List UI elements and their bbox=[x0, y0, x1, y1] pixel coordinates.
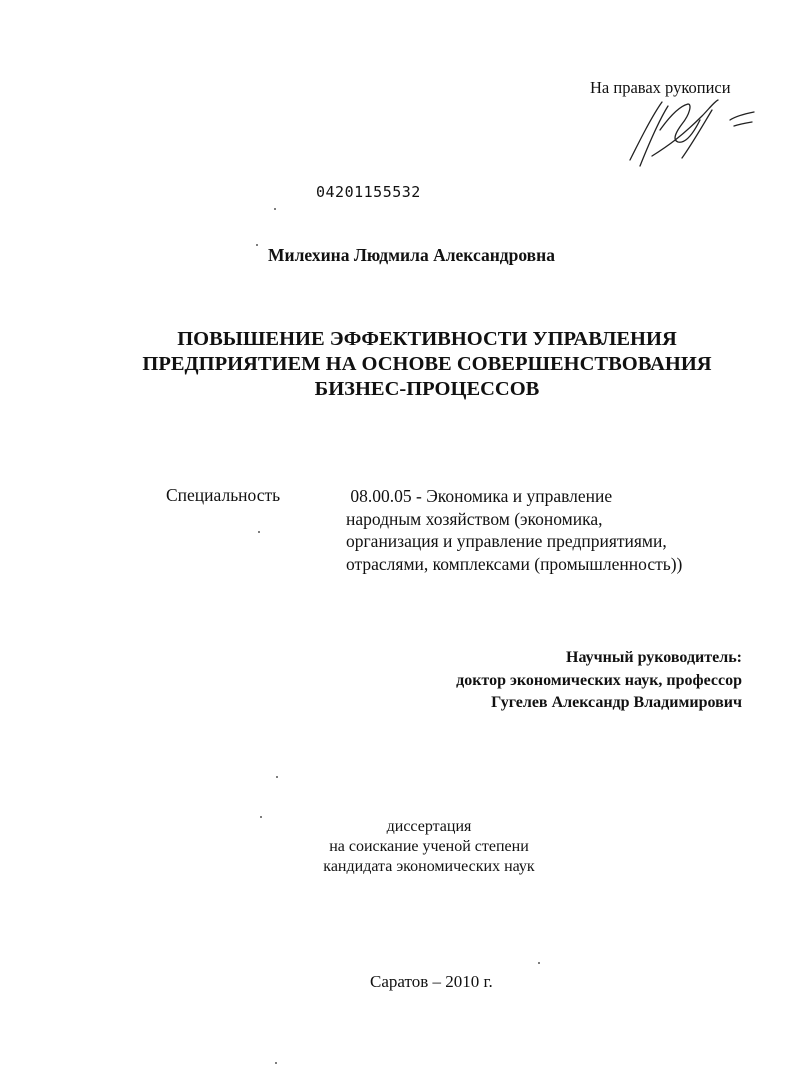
advisor-name: Гугелев Александр Владимирович bbox=[491, 694, 742, 711]
author-name: Милехина Людмила Александровна bbox=[268, 245, 555, 265]
title-line: БИЗНЕС-ПРОЦЕССОВ bbox=[314, 378, 540, 400]
scan-speck bbox=[260, 816, 262, 818]
title-line: ПОВЫШЕНИЕ ЭФФЕКТИВНОСТИ УПРАВЛЕНИЯ bbox=[177, 328, 677, 350]
dissertation-type bbox=[0, 817, 798, 877]
scan-speck bbox=[276, 776, 278, 778]
rights-note: На правах рукописи bbox=[590, 78, 731, 97]
dissertation-line: на соискание ученой степени bbox=[329, 838, 529, 855]
specialty-line: народным хозяйством (экономика, bbox=[346, 508, 603, 529]
advisor-block bbox=[456, 647, 742, 715]
place-year: Саратов – 2010 г. bbox=[370, 972, 493, 991]
scan-speck bbox=[258, 531, 260, 533]
scan-speck bbox=[274, 208, 276, 210]
handwritten-signature bbox=[622, 96, 762, 168]
specialty-label: Специальность bbox=[166, 485, 281, 505]
scan-speck bbox=[256, 244, 258, 246]
specialty-line: организация и управление предприятиями, bbox=[346, 531, 667, 551]
dissertation-line: кандидата экономических наук bbox=[323, 858, 535, 875]
advisor-heading: Научный руководитель: bbox=[566, 649, 742, 666]
scan-speck bbox=[538, 962, 540, 964]
scan-speck bbox=[275, 1062, 277, 1064]
specialty-description bbox=[346, 485, 682, 575]
specialty-line: отраслями, комплексами (промышленность)) bbox=[346, 553, 683, 574]
specialty-line: 08.00.05 - Экономика и управление bbox=[346, 486, 613, 506]
dissertation-title bbox=[0, 327, 798, 402]
dissertation-line: диссертация bbox=[386, 818, 472, 835]
title-line: ПРЕДПРИЯТИЕМ НА ОСНОВЕ СОВЕРШЕНСТВОВАНИЯ bbox=[142, 353, 712, 375]
advisor-degree: доктор экономических наук, профессор bbox=[456, 671, 742, 689]
document-code: 04201155532 bbox=[316, 183, 421, 201]
